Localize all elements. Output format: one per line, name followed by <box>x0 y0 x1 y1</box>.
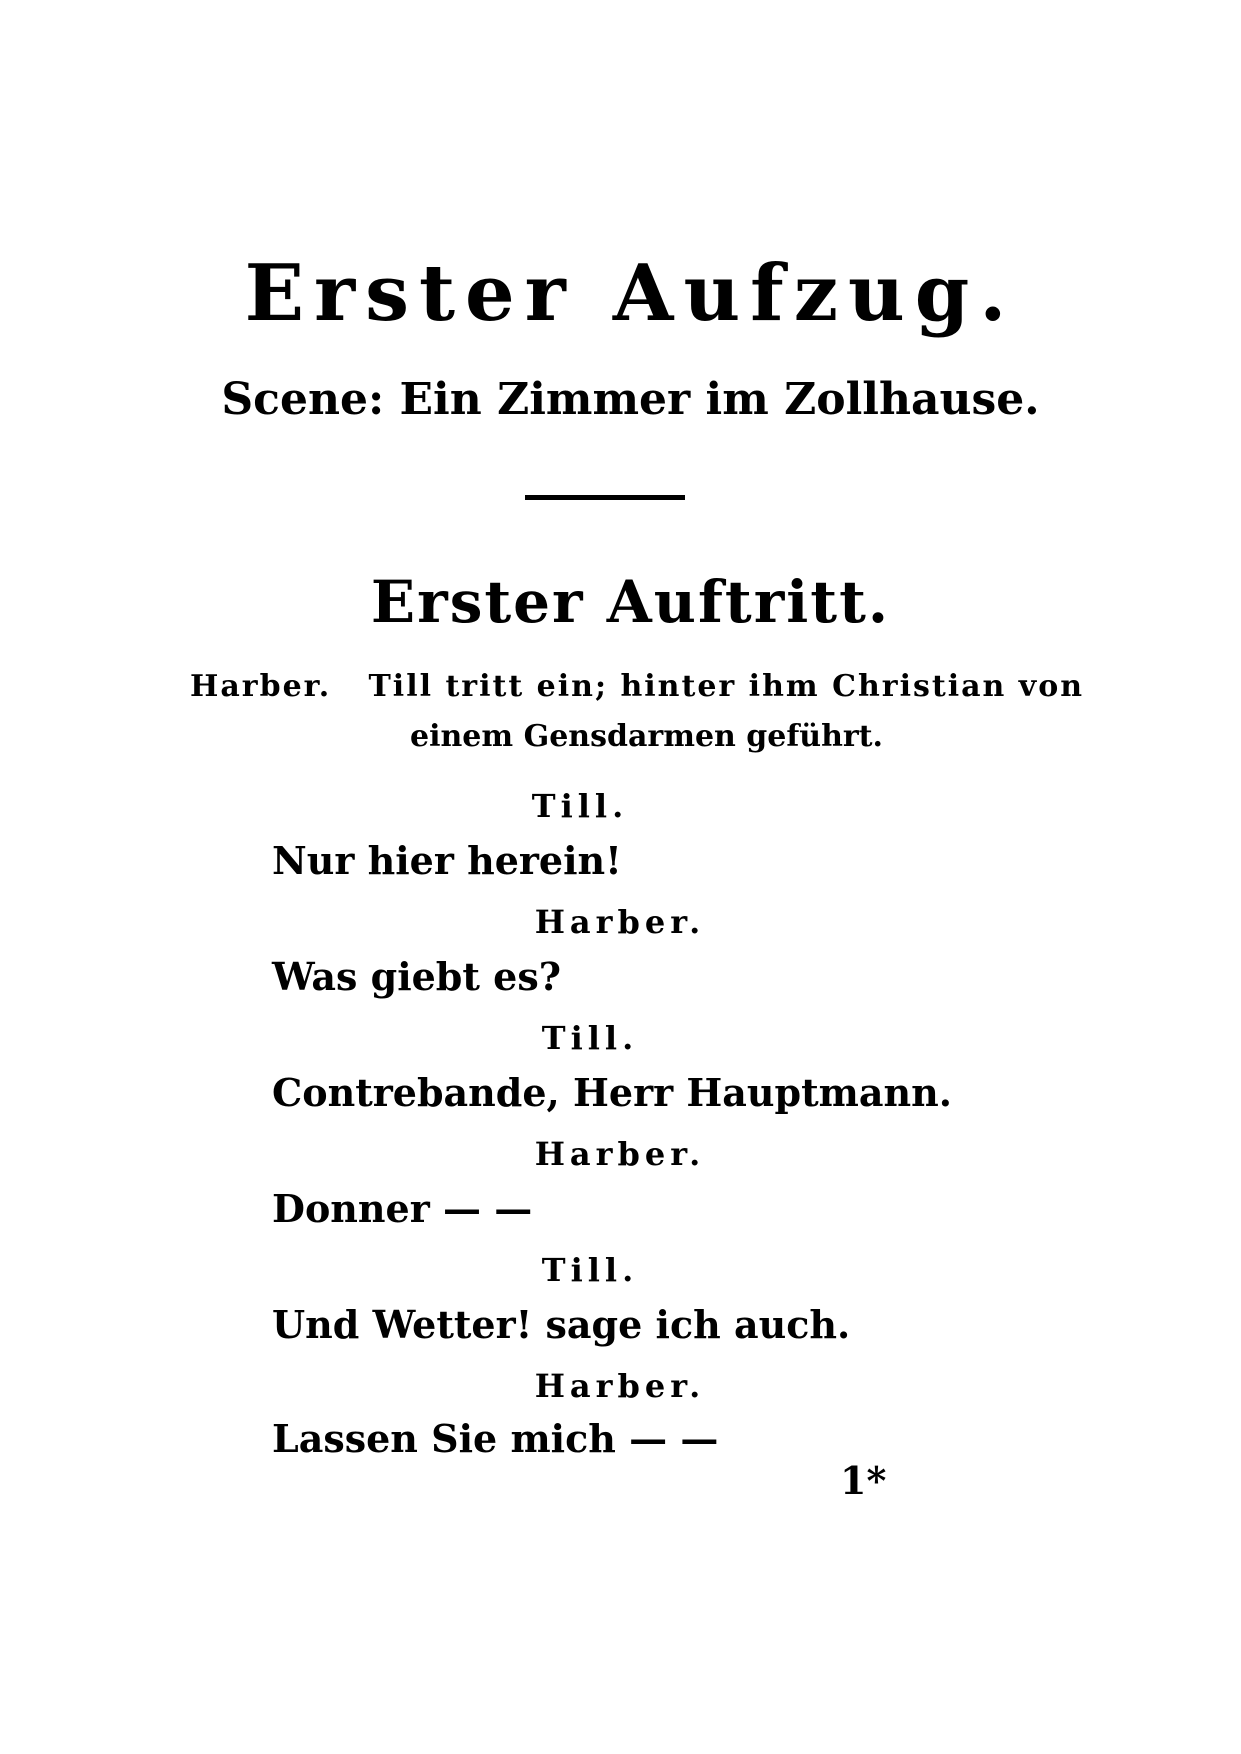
dialogue-line: Was giebt es? <box>272 954 561 999</box>
speaker-name: Till. <box>541 1251 639 1289</box>
dialogue-line: Lassen Sie mich — — <box>272 1416 719 1461</box>
speaker-name: Harber. <box>534 903 706 941</box>
appearance-title: Erster Auftritt. <box>370 568 891 636</box>
speaker-name: Harber. <box>534 1367 706 1405</box>
stage-direction-line-1: Harber. Till tritt ein; hinter ihm Christian von <box>190 669 1085 704</box>
speaker-name: Till. <box>531 787 629 825</box>
dialogue-line: Donner — — <box>272 1186 533 1231</box>
dialogue-line: Contrebande, Herr Hauptmann. <box>272 1070 952 1115</box>
dialogue-line: Nur hier herein! <box>272 838 622 883</box>
section-divider <box>525 495 685 500</box>
dialogue-line: Und Wetter! sage ich auch. <box>272 1302 851 1347</box>
speaker-name: Till. <box>541 1019 639 1057</box>
act-title: Erster Aufzug. <box>244 248 1017 339</box>
stage-direction-line-2: einem Gensdarmen geführt. <box>410 719 883 754</box>
scene-heading: Scene: Ein Zimmer im Zollhause. <box>221 374 1040 425</box>
signature-mark: 1* <box>840 1458 887 1503</box>
speaker-name: Harber. <box>534 1135 706 1173</box>
